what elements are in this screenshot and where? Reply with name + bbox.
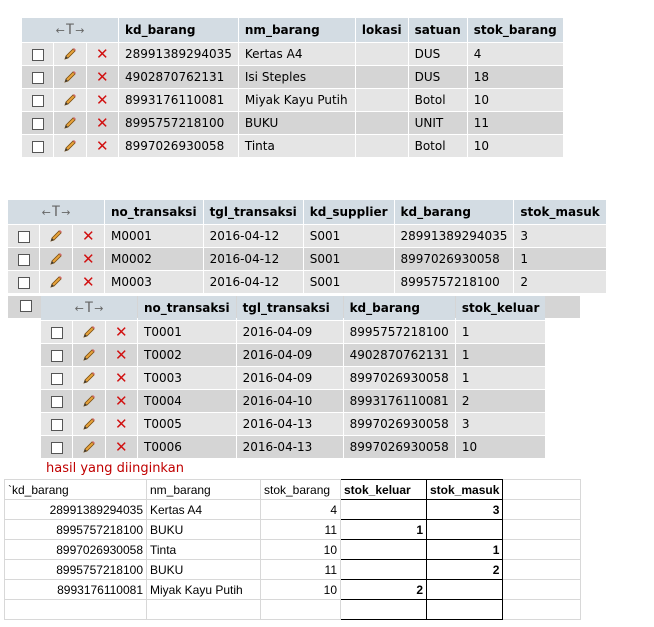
pencil-icon[interactable] (62, 139, 78, 153)
delete-x-icon[interactable]: ✕ (115, 345, 128, 364)
delete-x-icon[interactable]: ✕ (115, 414, 128, 433)
cell-tgl-transaksi: 2016-04-13 (237, 436, 343, 458)
cell-stok-keluar: 1 (456, 344, 546, 366)
sheet-row (5, 500, 581, 520)
header-row (22, 18, 563, 42)
edit-cell (73, 436, 104, 458)
sheet-empty-cell[interactable] (503, 480, 581, 500)
row-checkbox-cell (22, 112, 53, 134)
sort-control[interactable]: ← T → (22, 18, 118, 42)
pencil-icon[interactable] (81, 440, 97, 454)
cell-tgl-transaksi: 2016-04-12 (204, 248, 303, 270)
cell-satuan: DUS (409, 66, 467, 88)
sheet-cell[interactable]: 8997026930058 (5, 540, 147, 560)
row-checkbox-cell (41, 344, 72, 366)
cell-stok-keluar: 1 (456, 321, 546, 343)
delete-x-icon[interactable]: ✕ (115, 437, 128, 456)
cell-no-transaksi: T0003 (138, 367, 236, 389)
cell-kd-barang: 8997026930058 (395, 248, 514, 270)
delete-x-icon[interactable]: ✕ (96, 67, 109, 86)
cell-kd-supplier: S001 (304, 248, 394, 270)
cell-tgl-transaksi: 2016-04-09 (237, 344, 343, 366)
column-header-kd-supplier[interactable]: kd_supplier (304, 200, 394, 224)
cell-no-transaksi: M0002 (105, 248, 203, 270)
edit-cell (40, 248, 71, 270)
cell-tgl-transaksi: 2016-04-09 (237, 321, 343, 343)
cell-lokasi (356, 89, 408, 111)
row-checkbox[interactable] (51, 396, 63, 408)
sheet-empty-cell[interactable] (503, 520, 581, 540)
sheet-cell[interactable]: 11 (261, 520, 341, 540)
header-row (41, 296, 545, 320)
sheet-cell[interactable]: BUKU (147, 520, 261, 540)
sheet-empty-cell[interactable] (341, 600, 427, 620)
cell-tgl-transaksi: 2016-04-12 (204, 271, 303, 293)
edit-cell (40, 225, 71, 247)
column-header-no-transaksi[interactable]: no_transaksi (138, 296, 236, 320)
column-header-stok-masuk[interactable]: stok_masuk (514, 200, 605, 224)
cell-satuan: UNIT (409, 112, 467, 134)
row-checkbox[interactable] (32, 118, 44, 130)
edit-cell (40, 271, 71, 293)
row-checkbox[interactable] (20, 300, 32, 312)
row-checkbox-cell (22, 43, 53, 65)
column-header-no-transaksi[interactable]: no_transaksi (105, 200, 203, 224)
cell-no-transaksi: T0004 (138, 390, 236, 412)
delete-cell (106, 390, 137, 412)
cell-kd-barang: 4902870762131 (344, 344, 455, 366)
cell-satuan: DUS (409, 43, 467, 65)
cell-kd-barang: 8997026930058 (344, 367, 455, 389)
pencil-icon[interactable] (48, 275, 64, 289)
edit-cell (73, 321, 104, 343)
delete-cell (87, 89, 118, 111)
sheet-cell[interactable] (427, 580, 503, 600)
edit-cell (54, 135, 85, 157)
cell-nm-barang: BUKU (239, 112, 355, 134)
sheet-cell[interactable] (341, 500, 427, 520)
cell-tgl-transaksi: 2016-04-12 (204, 225, 303, 247)
table-row (8, 271, 606, 293)
sheet-row (5, 580, 581, 600)
column-header-kd-barang[interactable]: kd_barang (395, 200, 514, 224)
table-row (41, 367, 545, 389)
delete-cell (106, 413, 137, 435)
cell-stok-keluar: 1 (456, 367, 546, 389)
row-checkbox[interactable] (32, 95, 44, 107)
sheet-empty-cell[interactable] (503, 580, 581, 600)
edit-cell (73, 390, 104, 412)
row-checkbox[interactable] (18, 277, 30, 289)
table-row (8, 248, 606, 270)
sheet-cell[interactable]: 3 (427, 500, 503, 520)
sheet-cell[interactable]: 1 (341, 520, 427, 540)
table-row (22, 135, 563, 157)
cell-kd-barang: 8995757218100 (395, 271, 514, 293)
pencil-icon[interactable] (81, 371, 97, 385)
sheet-cell[interactable]: 11 (261, 560, 341, 580)
delete-cell (106, 367, 137, 389)
column-header-stok-barang[interactable]: stok_barang (468, 18, 563, 42)
sheet-cell[interactable] (341, 560, 427, 580)
sheet-empty-cell[interactable] (147, 600, 261, 620)
sheet-row (5, 600, 581, 620)
caption-desired-result: hasil yang diinginkan (46, 461, 184, 476)
cell-kd-barang: 8995757218100 (119, 112, 238, 134)
sheet-cell[interactable]: 2 (341, 580, 427, 600)
cell-satuan: Botol (409, 89, 467, 111)
sheet-cell[interactable]: 4 (261, 500, 341, 520)
edit-cell (54, 43, 85, 65)
cell-stok-barang: 10 (468, 135, 563, 157)
sheet-cell[interactable]: 8995757218100 (5, 520, 147, 540)
delete-x-icon[interactable]: ✕ (96, 113, 109, 132)
sheet-cell[interactable]: 28991389294035 (5, 500, 147, 520)
row-checkbox-cell (8, 225, 39, 247)
cell-stok-masuk: 3 (514, 225, 605, 247)
cell-lokasi (356, 135, 408, 157)
column-header-stok-keluar[interactable]: stok_keluar (456, 296, 546, 320)
table-row (41, 344, 545, 366)
row-checkbox[interactable] (51, 419, 63, 431)
table-row (41, 390, 545, 412)
edit-cell (73, 413, 104, 435)
cell-kd-barang: 8993176110081 (344, 390, 455, 412)
column-header-tgl-transaksi[interactable]: tgl_transaksi (237, 296, 343, 320)
row-checkbox-cell (22, 89, 53, 111)
cell-no-transaksi: T0002 (138, 344, 236, 366)
cell-no-transaksi: T0006 (138, 436, 236, 458)
row-checkbox[interactable] (32, 49, 44, 61)
sheet-cell[interactable]: 8993176110081 (5, 580, 147, 600)
pencil-icon[interactable] (48, 252, 64, 266)
pencil-icon[interactable] (62, 70, 78, 84)
row-checkbox[interactable] (32, 141, 44, 153)
row-checkbox-cell (41, 321, 72, 343)
delete-cell (87, 43, 118, 65)
row-checkbox[interactable] (18, 231, 30, 243)
row-checkbox-cell (41, 413, 72, 435)
row-checkbox-cell (22, 135, 53, 157)
delete-x-icon[interactable]: ✕ (96, 90, 109, 109)
edit-cell (73, 367, 104, 389)
sheet-row (5, 560, 581, 580)
edit-cell (73, 344, 104, 366)
cell-no-transaksi: T0005 (138, 413, 236, 435)
pencil-icon[interactable] (48, 229, 64, 243)
cell-kd-barang: 8997026930058 (344, 413, 455, 435)
sheet-header-cell[interactable]: stok_barang (261, 480, 341, 500)
cell-kd-barang: 8997026930058 (119, 135, 238, 157)
delete-cell (87, 135, 118, 157)
cell-tgl-transaksi: 2016-04-09 (237, 367, 343, 389)
cell-nm-barang: Kertas A4 (239, 43, 355, 65)
transaksi-keluar-table (40, 295, 546, 459)
cell-stok-masuk: 2 (514, 271, 605, 293)
row-checkbox[interactable] (51, 442, 63, 454)
sheet-cell[interactable]: 10 (261, 540, 341, 560)
cell-kd-supplier: S001 (304, 225, 394, 247)
cell-lokasi (356, 112, 408, 134)
table-row (41, 436, 545, 458)
sheet-header-cell[interactable]: nm_barang (147, 480, 261, 500)
row-checkbox[interactable] (18, 254, 30, 266)
pencil-icon[interactable] (81, 348, 97, 362)
sheet-empty-cell[interactable] (5, 600, 147, 620)
pencil-icon[interactable] (81, 394, 97, 408)
delete-cell (87, 112, 118, 134)
cell-no-transaksi: T0001 (138, 321, 236, 343)
pencil-icon[interactable] (81, 417, 97, 431)
sort-control[interactable]: ← T → (8, 200, 104, 224)
delete-x-icon[interactable]: ✕ (115, 322, 128, 341)
sheet-row (5, 520, 581, 540)
row-checkbox-cell (8, 248, 39, 270)
sheet-header-row (5, 480, 581, 500)
table-row (41, 321, 545, 343)
cell-lokasi (356, 66, 408, 88)
table-row (22, 66, 563, 88)
transaksi-masuk-table (7, 199, 607, 294)
table-row (8, 225, 606, 247)
cell-lokasi (356, 43, 408, 65)
cell-kd-barang: 28991389294035 (119, 43, 238, 65)
sheet-empty-cell[interactable] (261, 600, 341, 620)
row-checkbox-cell (22, 66, 53, 88)
sheet-header-cell[interactable]: stok_keluar (341, 480, 427, 500)
sheet-header-cell[interactable]: stok_masuk (427, 480, 503, 500)
sheet-cell[interactable]: 8995757218100 (5, 560, 147, 580)
row-checkbox-cell (41, 367, 72, 389)
row-checkbox-cell (41, 436, 72, 458)
cell-kd-barang: 8993176110081 (119, 89, 238, 111)
sheet-row (5, 540, 581, 560)
pencil-icon[interactable] (62, 93, 78, 107)
column-header-lokasi[interactable]: lokasi (356, 18, 408, 42)
delete-x-icon[interactable]: ✕ (82, 226, 95, 245)
delete-cell (106, 344, 137, 366)
delete-cell (73, 271, 104, 293)
sheet-cell[interactable]: Kertas A4 (147, 500, 261, 520)
cell-kd-barang: 28991389294035 (395, 225, 514, 247)
cell-stok-barang: 4 (468, 43, 563, 65)
row-checkbox[interactable] (51, 373, 63, 385)
cell-stok-barang: 10 (468, 89, 563, 111)
sheet-empty-cell[interactable] (503, 540, 581, 560)
table-row (22, 112, 563, 134)
barang-table (21, 17, 564, 158)
cell-kd-barang: 8995757218100 (344, 321, 455, 343)
delete-cell (73, 248, 104, 270)
pencil-icon[interactable] (62, 116, 78, 130)
delete-x-icon[interactable]: ✕ (115, 391, 128, 410)
cell-nm-barang: Tinta (239, 135, 355, 157)
cell-stok-masuk: 1 (514, 248, 605, 270)
cell-satuan: Botol (409, 135, 467, 157)
sheet-empty-cell[interactable] (503, 600, 581, 620)
sheet-cell[interactable]: 10 (261, 580, 341, 600)
cell-tgl-transaksi: 2016-04-13 (237, 413, 343, 435)
cell-kd-supplier: S001 (304, 271, 394, 293)
cell-stok-keluar: 10 (456, 436, 546, 458)
sheet-empty-cell[interactable] (503, 500, 581, 520)
column-header-kd-barang[interactable]: kd_barang (344, 296, 455, 320)
sheet-cell[interactable]: 1 (427, 540, 503, 560)
sheet-cell[interactable]: BUKU (147, 560, 261, 580)
column-header-nm-barang[interactable]: nm_barang (239, 18, 355, 42)
header-row (8, 200, 606, 224)
edit-cell (54, 112, 85, 134)
pencil-icon[interactable] (62, 47, 78, 61)
column-header-satuan[interactable]: satuan (409, 18, 467, 42)
row-checkbox-cell (8, 271, 39, 293)
column-header-kd-barang[interactable]: kd_barang (119, 18, 238, 42)
cell-kd-barang: 8997026930058 (344, 436, 455, 458)
table-row (41, 413, 545, 435)
delete-x-icon[interactable]: ✕ (96, 44, 109, 63)
table-row (22, 43, 563, 65)
delete-cell (87, 66, 118, 88)
row-checkbox[interactable] (51, 327, 63, 339)
cell-stok-keluar: 2 (456, 390, 546, 412)
sheet-header-cell[interactable]: `kd_barang (5, 480, 147, 500)
result-spreadsheet (4, 479, 581, 620)
row-checkbox-cell (41, 390, 72, 412)
cell-kd-barang: 4902870762131 (119, 66, 238, 88)
row-checkbox[interactable] (51, 350, 63, 362)
delete-x-icon[interactable]: ✕ (82, 249, 95, 268)
delete-cell (73, 225, 104, 247)
cell-nm-barang: Miyak Kayu Putih (239, 89, 355, 111)
sort-control[interactable]: ← T → (41, 296, 137, 320)
row-checkbox[interactable] (32, 72, 44, 84)
delete-x-icon[interactable]: ✕ (115, 368, 128, 387)
sheet-cell[interactable]: 2 (427, 560, 503, 580)
sheet-empty-cell[interactable] (503, 560, 581, 580)
cell-stok-barang: 18 (468, 66, 563, 88)
sheet-empty-cell[interactable] (427, 600, 503, 620)
delete-cell (106, 321, 137, 343)
delete-x-icon[interactable]: ✕ (82, 272, 95, 291)
delete-x-icon[interactable]: ✕ (96, 136, 109, 155)
edit-cell (54, 66, 85, 88)
sheet-cell[interactable]: Miyak Kayu Putih (147, 580, 261, 600)
cell-stok-keluar: 3 (456, 413, 546, 435)
edit-cell (54, 89, 85, 111)
delete-cell (106, 436, 137, 458)
pencil-icon[interactable] (81, 325, 97, 339)
table-row (22, 89, 563, 111)
cell-nm-barang: Isi Steples (239, 66, 355, 88)
cell-no-transaksi: M0003 (105, 271, 203, 293)
cell-stok-barang: 11 (468, 112, 563, 134)
sheet-cell[interactable] (427, 520, 503, 540)
sheet-cell[interactable]: Tinta (147, 540, 261, 560)
sheet-cell[interactable] (341, 540, 427, 560)
column-header-tgl-transaksi[interactable]: tgl_transaksi (204, 200, 303, 224)
cell-no-transaksi: M0001 (105, 225, 203, 247)
cell-tgl-transaksi: 2016-04-10 (237, 390, 343, 412)
